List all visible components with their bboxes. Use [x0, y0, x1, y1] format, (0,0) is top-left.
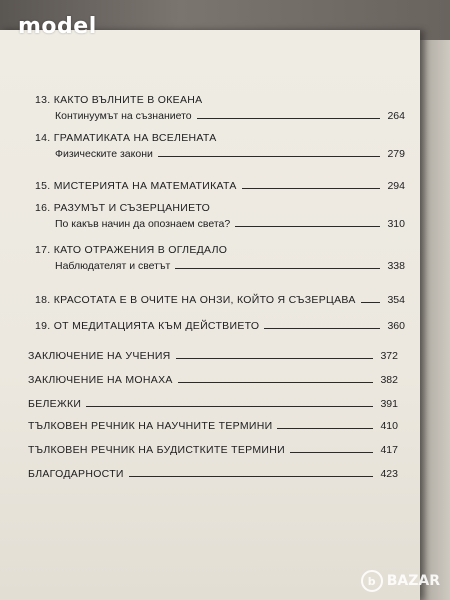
page-number: 417 — [380, 444, 398, 456]
toc-entry-subtitle: Наблюдателят и светът — [55, 260, 171, 272]
toc-entry-row — [35, 290, 405, 306]
toc-entry — [28, 440, 398, 456]
page-number: 294 — [387, 180, 405, 192]
page-number: 372 — [380, 350, 398, 362]
toc-entry-row — [35, 176, 405, 192]
toc-entry — [35, 176, 405, 192]
toc-entry-title: БЕЛЕЖКИ — [28, 398, 82, 410]
toc-entry-row — [55, 214, 405, 230]
leader-line — [235, 225, 380, 227]
leader-line — [178, 381, 373, 383]
toc-entry-row — [55, 106, 405, 122]
toc-entry-subtitle: Физическите закони — [55, 148, 153, 160]
page-number: 423 — [380, 468, 398, 480]
page-edge — [420, 40, 450, 600]
toc-entry-row — [28, 346, 398, 362]
toc-entry-row — [28, 440, 398, 456]
page-number: 279 — [387, 148, 405, 160]
toc-entry-title: 19. ОТ МЕДИТАЦИЯТА КЪМ ДЕЙСТВИЕТО — [35, 320, 260, 332]
toc-entry-title: 13. КАКТО ВЪЛНИТЕ В ОКЕАНА — [35, 94, 203, 106]
toc-entry — [35, 316, 405, 332]
leader-line — [176, 357, 373, 359]
toc-entry-subtitle: Континуумът на съзнанието — [55, 110, 192, 122]
toc-entry — [35, 240, 405, 272]
toc-entry-title: ТЪЛКОВЕН РЕЧНИК НА БУДИСТКИТЕ ТЕРМИНИ — [28, 444, 285, 456]
toc-entry-title: 18. КРАСОТАТА Е В ОЧИТЕ НА ОНЗИ, КОЙТО Я СЪЗЕРЦАВА — [35, 294, 356, 306]
page-number: 410 — [380, 420, 398, 432]
page-number: 391 — [380, 398, 398, 410]
leader-line — [290, 451, 373, 453]
page-number: 354 — [387, 294, 405, 306]
toc-entry-title: ЗАКЛЮЧЕНИЕ НА МОНАХА — [28, 374, 173, 386]
toc-entry-subtitle: По какъв начин да опознаем света? — [55, 218, 231, 230]
toc-entry-title: 14. ГРАМАТИКАТА НА ВСЕЛЕНАТА — [35, 132, 217, 144]
toc-entry-row — [55, 144, 405, 160]
toc-entry-row — [35, 316, 405, 332]
leader-line — [277, 427, 373, 429]
toc-entry-row — [28, 464, 398, 480]
leader-line — [264, 327, 380, 329]
leader-line — [175, 267, 380, 269]
page-number: 360 — [387, 320, 405, 332]
toc-entry — [28, 346, 398, 362]
toc-entry — [28, 394, 398, 410]
toc-entry-title: ТЪЛКОВЕН РЕЧНИК НА НАУЧНИТЕ ТЕРМИНИ — [28, 420, 273, 432]
leader-line — [158, 155, 380, 157]
toc-entry-title: БЛАГОДАРНОСТИ — [28, 468, 124, 480]
toc-entry-title: ЗАКЛЮЧЕНИЕ НА УЧЕНИЯ — [28, 350, 171, 362]
toc-entry — [35, 90, 405, 122]
page-number: 382 — [380, 374, 398, 386]
leader-line — [86, 405, 373, 407]
leader-line — [361, 301, 380, 303]
leader-line — [242, 187, 380, 189]
toc-entry-title: 15. МИСТЕРИЯТА НА МАТЕМАТИКАТА — [35, 180, 237, 192]
page-number: 310 — [387, 218, 405, 230]
toc-entry — [28, 370, 398, 386]
bazar-logo — [361, 570, 440, 592]
watermark-text: model — [18, 14, 97, 39]
page-number: 264 — [387, 110, 405, 122]
toc-entry-row — [55, 256, 405, 272]
leader-line — [129, 475, 373, 477]
page-number: 338 — [387, 260, 405, 272]
logo-mark-icon: b — [361, 570, 383, 592]
toc-entry — [35, 128, 405, 160]
toc-entry — [28, 464, 398, 480]
toc-entry-row — [28, 394, 398, 410]
toc-entry-row — [28, 370, 398, 386]
toc-entry-title: 16. РАЗУМЪТ И СЪЗЕРЦАНИЕТО — [35, 202, 211, 214]
logo-text: BAZAR — [386, 573, 440, 589]
leader-line — [197, 117, 380, 119]
toc-entry-row — [28, 416, 398, 432]
toc-entry-title: 17. КАТО ОТРАЖЕНИЯ В ОГЛЕДАЛО — [35, 244, 228, 256]
toc-entry — [35, 290, 405, 306]
toc-entry — [35, 198, 405, 230]
toc-entry — [28, 416, 398, 432]
